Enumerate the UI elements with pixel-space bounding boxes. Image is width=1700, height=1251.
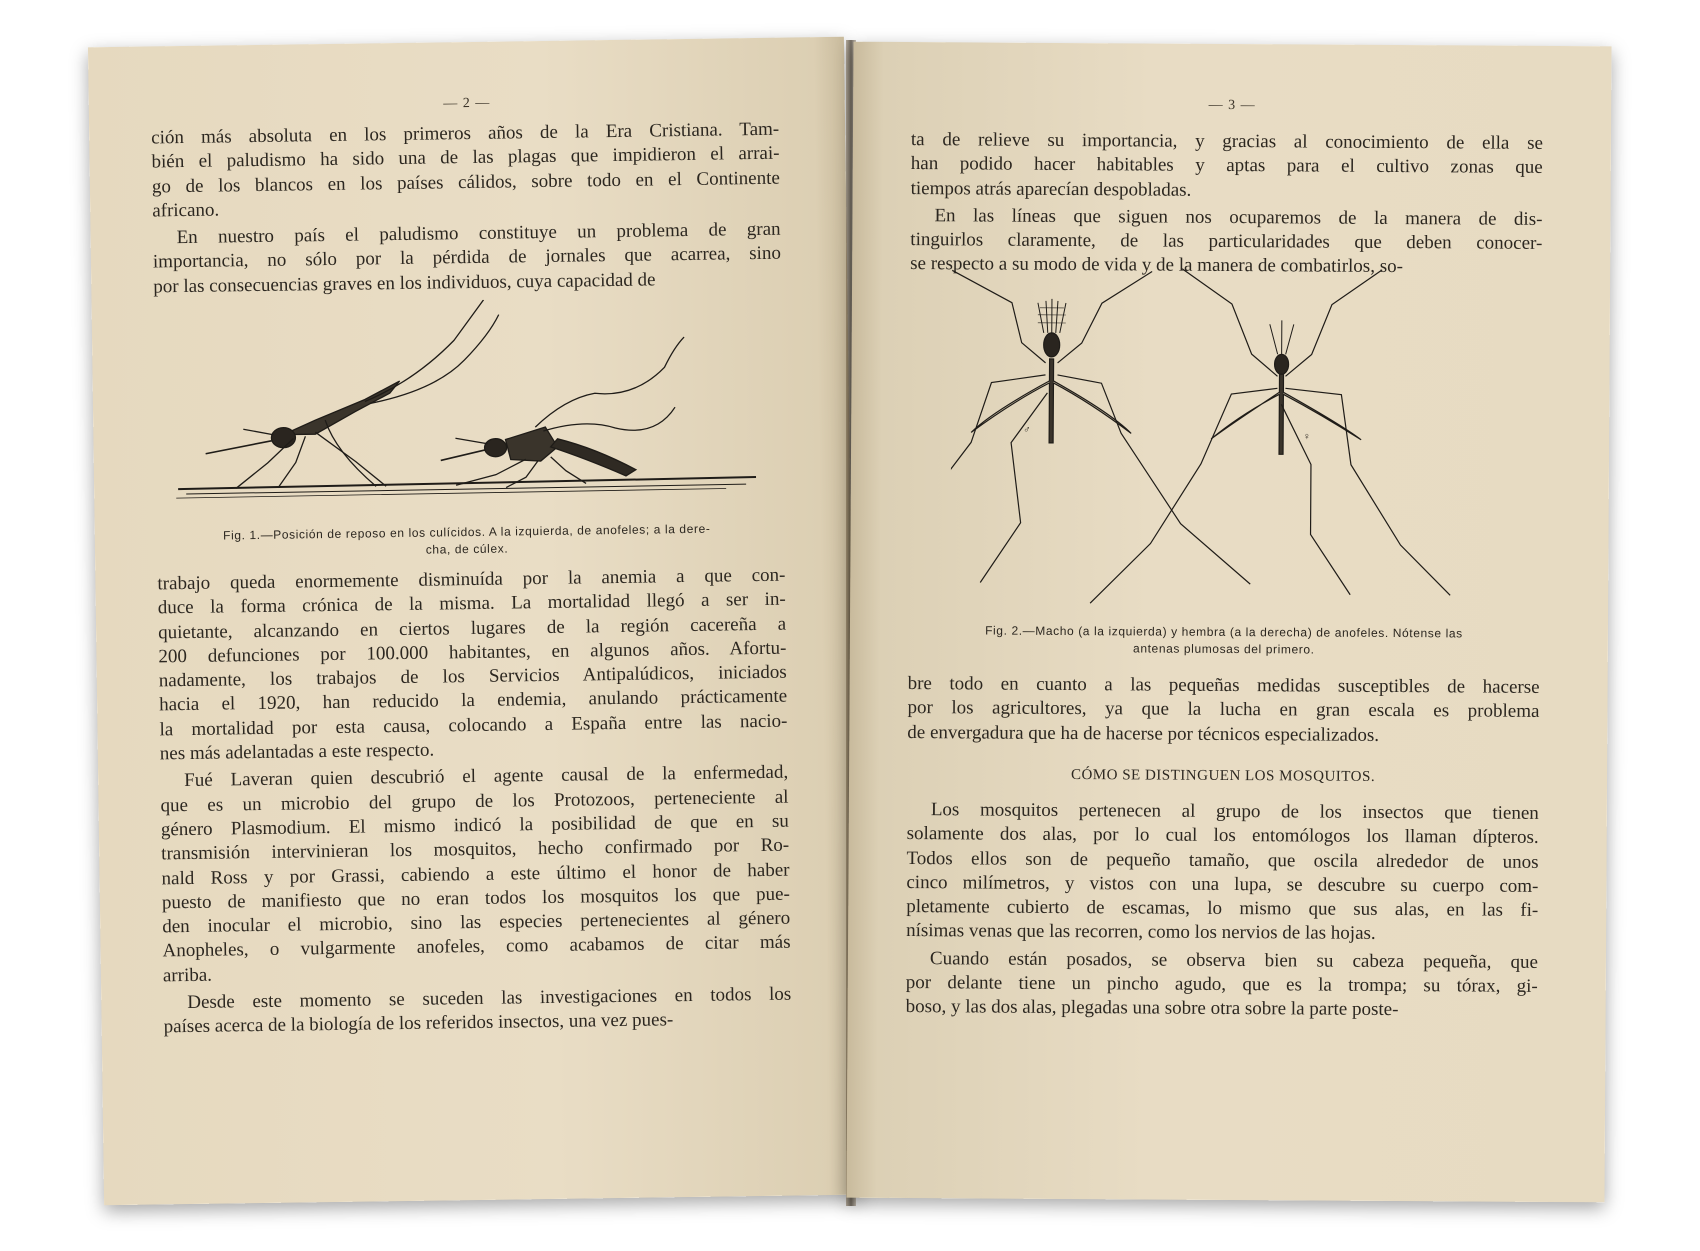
text-line: nes más adelantadas a este respecto. [159, 739, 435, 765]
text-line: importancia, no sólo por la pérdida de jornales que acarrea, sino [152, 243, 782, 273]
paragraph [907, 672, 1539, 749]
figure-2-male-female-anopheles [950, 262, 1472, 610]
paragraph [911, 128, 1543, 205]
text-line: africano. [152, 199, 220, 222]
text-line: Desde este momento se suceden las investigaciones en todos los [187, 983, 792, 1014]
text-line: En nuestro país el paludismo constituye un problema de gran [176, 218, 781, 249]
paragraph [152, 218, 781, 300]
text-block-middle [907, 672, 1539, 749]
text-line: trabajo queda enormemente disminuída por la anemia a que con- [157, 564, 786, 595]
text-line: den inocular el microbio, sino las especies pertenecientes al género [162, 907, 791, 938]
paragraph [151, 118, 780, 224]
text-line: tinguirlos claramente, de las particularidades que deben conocer- [910, 229, 1543, 255]
text-block-top [910, 128, 1543, 281]
text-line: por delante tiene un pincho agudo, que es la trompa; su tórax, gi- [905, 972, 1538, 997]
text-line: nísimas venas que las recorren, como los nervios de las hojas. [906, 920, 1376, 945]
mosquito-illustration-icon [164, 296, 787, 525]
text-line: duce la forma crónica de la misma. La mortalidad llegó a ser in- [157, 588, 786, 619]
text-line: pletamente cubierto de escamas, lo mismo que sus alas, en las fi- [906, 896, 1539, 922]
text-line: bre todo en cuanto a las pequeñas medidas susceptibles de hacerse [907, 673, 1540, 698]
female-symbol-label: ♀ [1303, 431, 1311, 443]
text-line: transmisión intervinieran los mosquitos, hecho confirmado por Ro- [161, 834, 790, 865]
text-line: go de los blancos en los países cálidos, sobre todo en el Continente [151, 167, 780, 198]
text-line: Todos ellos son de pequeño tamaño, que oscila alrededor de unos [906, 847, 1539, 873]
text-line: por los agricultores, ya que la lucha en gran escala es problema [907, 697, 1540, 723]
figure-2-caption [890, 622, 1558, 660]
left-page [88, 37, 860, 1205]
text-line: de envergadura que ha de hacerse por técnicos especializados. [907, 721, 1380, 746]
text-line: cinco milímetros, y vistos con una lupa, se descubre su cuerpo com- [906, 871, 1539, 897]
text-line: puesto de manifiesto que no eran todos los mosquitos los que pue- [161, 883, 790, 914]
text-line: tiempos atrás aparecían despobladas. [910, 177, 1192, 201]
paragraph [160, 761, 791, 988]
text-line: En las líneas que siguen nos ocuparemos de la manera de dis- [934, 205, 1543, 230]
text-line: quietante, alcanzando en ciertos lugares de la región cacereña a [157, 613, 787, 644]
text-block-bottom [906, 798, 1539, 1024]
text-line: han podido hacer habitables y aptas para el cultivo zonas que [910, 153, 1543, 179]
right-page [846, 42, 1611, 1203]
paragraph [906, 798, 1539, 948]
text-line: Los mosquitos pertenecen al grupo de los insectos que tienen [930, 799, 1539, 824]
page-number: — 2 — [443, 95, 491, 112]
text-line: la mortalidad por esta causa, colocando a España entre las nacio- [159, 710, 788, 741]
text-line: Cuando están posados, se observa bien su cabeza pequeña, que [929, 947, 1538, 973]
paragraph [906, 947, 1538, 1024]
text-line: boso, y las dos alas, plegadas una sobre otra sobre la parte poste- [905, 996, 1399, 1021]
text-line: Fué Laveran quien descubrió el agente causal de la enfermedad, [184, 762, 789, 792]
paragraph [163, 983, 792, 1040]
male-symbol-label: ♂ [1023, 424, 1031, 436]
text-line: ta de relieve su importancia, y gracias al conocimiento de ella se [910, 129, 1543, 154]
caption-line: antenas plumosas del primero. [1133, 641, 1315, 657]
text-line: género Plasmodium. El mismo indicó la posibilidad de que en su [160, 810, 789, 841]
text-line: ción más absoluta en los primeros años de la Era Cristiana. Tam- [151, 118, 780, 149]
text-line: solamente dos alas, por lo cual los entomólogos los llaman dípteros. [906, 823, 1539, 849]
text-line: Anopheles, o vulgarmente anofeles, como acabamos de citar más [162, 932, 791, 962]
mosquito-illustration-icon [950, 262, 1472, 610]
text-block-top [151, 118, 781, 300]
text-line: por las consecuencias graves en los individuos, cuya capacidad de [153, 269, 656, 298]
text-line: nald Ross y por Grassi, cabiendo a este último el honor de haber [161, 859, 790, 889]
figure-1-culicids-resting [164, 296, 787, 525]
text-line: se respecto a su modo de vida y de la manera de combatirlos, so- [910, 253, 1404, 278]
text-line: hacia el 1920, han reducido la endemia, anulando prácticamente [159, 686, 788, 716]
caption-line: Fig. 2.—Macho (a la izquierda) y hembra (a la derecha) de anofeles. Nótense las [985, 623, 1463, 641]
text-line: 200 defunciones por 100.000 habitantes, en algunos años. Afortu- [158, 637, 787, 668]
text-line: nadamente, los trabajos de los Servicios Antipalúdicos, iniciados [158, 661, 787, 692]
caption-line: cha, de cúlex. [425, 541, 509, 557]
text-line: países acerca de la biología de los referidos insectos, una vez pues- [163, 1009, 674, 1038]
text-block-bottom [157, 564, 791, 1040]
figure-1-caption [157, 520, 777, 563]
text-line: bién el paludismo ha sido una de las plagas que impidieron el arrai- [151, 142, 780, 173]
page-number: — 3 — [1208, 97, 1256, 114]
caption-line: Fig. 1.—Posición de reposo en los culícidos. A la izquierda, de anofeles; a la dere- [223, 521, 711, 543]
text-line: arriba. [162, 964, 213, 987]
paragraph [157, 564, 788, 767]
section-title: CÓMO SE DISTINGUEN LOS MOSQUITOS. [1070, 767, 1376, 785]
text-line: que es un microbio del grupo de los Protozoos, perteneciente al [160, 786, 789, 817]
